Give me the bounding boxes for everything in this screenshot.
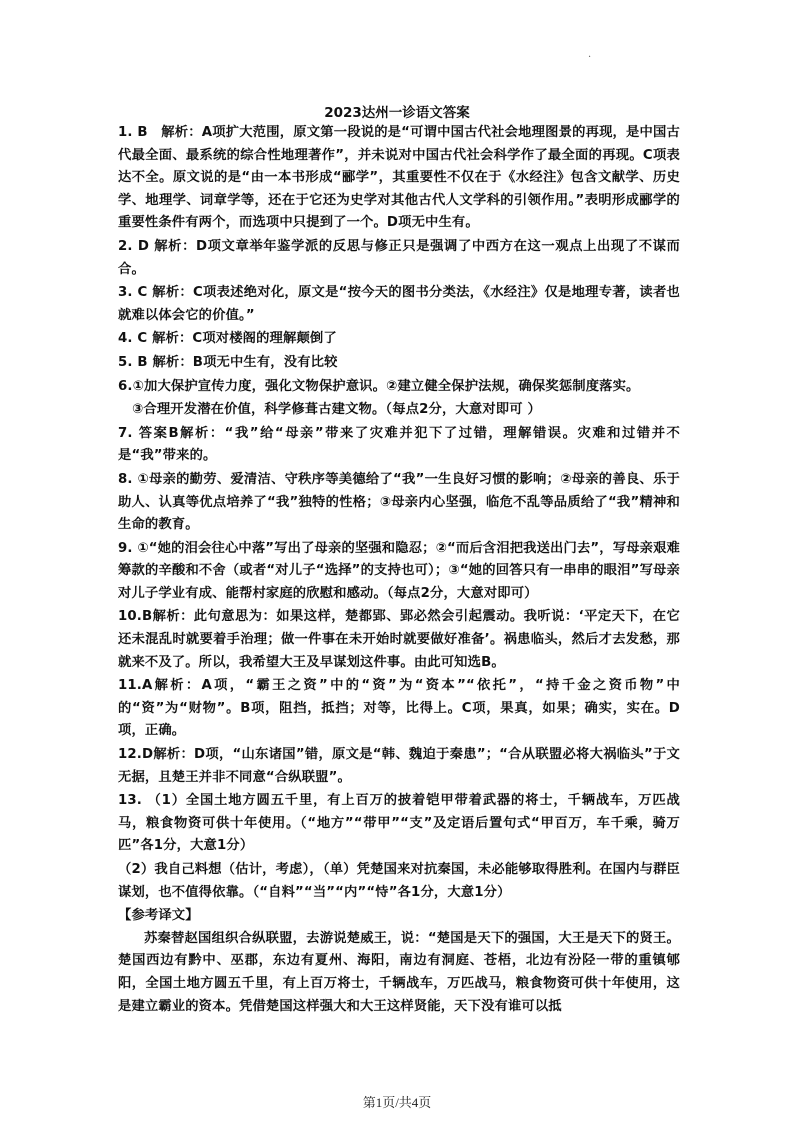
answer-13-part-2: （2）我自己料想（估计，考虑），（单）凭楚国来对抗秦国，未必能够取得胜利。在国内与群臣谋划，也不值得依靠。（“自料”“当”“内”“恃”各1分，大意1分）: [118, 862, 680, 900]
answer-13-part-1: 13. （1）全国土地方圆五千里，有上百万的披着铠甲带着武器的将士，千辆战车，万匹战马，粮食物资可供十年使用。（“地方”“带甲”“支”及定语后置句式“甲百万，车千乘，骑万匹”各1分，大意1分）: [118, 793, 680, 854]
page-title: 2023达州一诊语文答案: [324, 105, 470, 121]
page-footer: 第1页/共4页: [362, 1095, 432, 1110]
answer-content: [118, 122, 680, 1019]
answer-4: 4. C 解析：C项对楼阁的理解颠倒了: [118, 331, 337, 347]
corner-mark: ·: [588, 52, 592, 63]
answer-8: 8. ①母亲的勤劳、爱清洁、守秩序等美德给了“我”一生良好习惯的影响；②母亲的善良、乐于助人、认真等优点培养了“我”独特的性格；③母亲内心坚强，临危不乱等品质给了“我”精神和生命的教育。: [118, 471, 680, 533]
reference-translation-heading: 【参考译文】: [118, 908, 199, 924]
answer-6: 6.①加大保护宣传力度，强化文物保护意识。②建立健全保护法规，确保奖惩制度落实。: [118, 378, 640, 394]
answer-7: 7. 答案B解析：“我”给“母亲”带来了灾难并犯下了过错，理解错误。灾难和过错并不是“我”带来的。: [118, 425, 680, 464]
answer-9: 9. ①“她的泪会往心中落”写出了母亲的坚强和隐忍；②“而后含泪把我送出门去”，写母亲艰难筹款的辛酸和不舍（或者“对儿子“选择”的支持也可）；③“她的回答只有一串串的眼泪”写母亲对儿子学业有成、能帮村家庭的欣慰和感动。（每点2分，大意对即可）: [118, 540, 680, 601]
answer-5: 5. B 解析：B项无中生有，没有比较: [118, 354, 338, 370]
answer-11: 11.A解析：A项，“霸王之资”中的“资”为“资本”“依托”，“持千金之资币物”中的“资”为“财物”。B项，阻挡，抵挡；对等，比得上。C项，果真，如果；确实，实在。D项，正确。: [118, 678, 680, 739]
reference-translation-text: 苏秦替赵国组织合纵联盟，去游说楚威王，说：“楚国是天下的强国，大王是天下的贤王。楚国西边有黔中、巫郡，东边有夏州、海阳，南边有洞庭、苍梧，北边有汾陉一带的重镇郇阳，全国土地方圆五千里，有上百万将士，千辆战车，万匹战马，粮食物资可供十年使用，这是建立霸业的资本。凭借楚国这样强大和大王这样贤能，天下没有谁可以抵: [118, 930, 680, 1014]
answer-1: 1. B 解析：A项扩大范围，原文第一段说的是“可谓中国古代社会地理图景的再现，是中国古代最全面、最系统的综合性地理著作”，并未说对中国古代社会科学作了最全面的再现。C项表达不全。原文说的是“由一本书形成“郦学”，其重要性不仅在于《水经注》包含文献学、历史学、地理学、词章学等，还在于它还为史学对其他古代人文学科的引领作用。”表明形成郦学的重要性条件有两个，而选项中只提到了一个。D项无中生有。: [118, 125, 680, 231]
answer-12: 12.D解析：D项，“山东诸国”错，原文是“韩、魏迫于秦患”；“合从联盟必将大祸临头”于文无据，且楚王并非不同意“合纵联盟”。: [118, 747, 680, 785]
answer-6-continued: ③合理开发潜在价值，科学修葺古建文物。（每点2分，大意对即可 ）: [132, 402, 541, 418]
answer-2: 2. D 解析：D项文章举年鉴学派的反思与修正只是强调了中西方在这一观点上出现了不谋而合。: [118, 238, 680, 277]
answer-10: 10.B解析：此句意思为：如果这样，楚都郢、郢必然会引起震动。我听说：‘平定天下，在它还未混乱时就要着手治理；做一件事在未开始时就要做好准备’。祸患临头，然后才去发愁，那就来不及了。所以，我希望大王及早谋划这件事。由此可知选B。: [118, 609, 680, 670]
answer-3: 3. C 解析：C项表述绝对化，原文是“按今天的图书分类法，《水经注》仅是地理专著，读者也就难以体会它的价值。”: [118, 285, 680, 323]
